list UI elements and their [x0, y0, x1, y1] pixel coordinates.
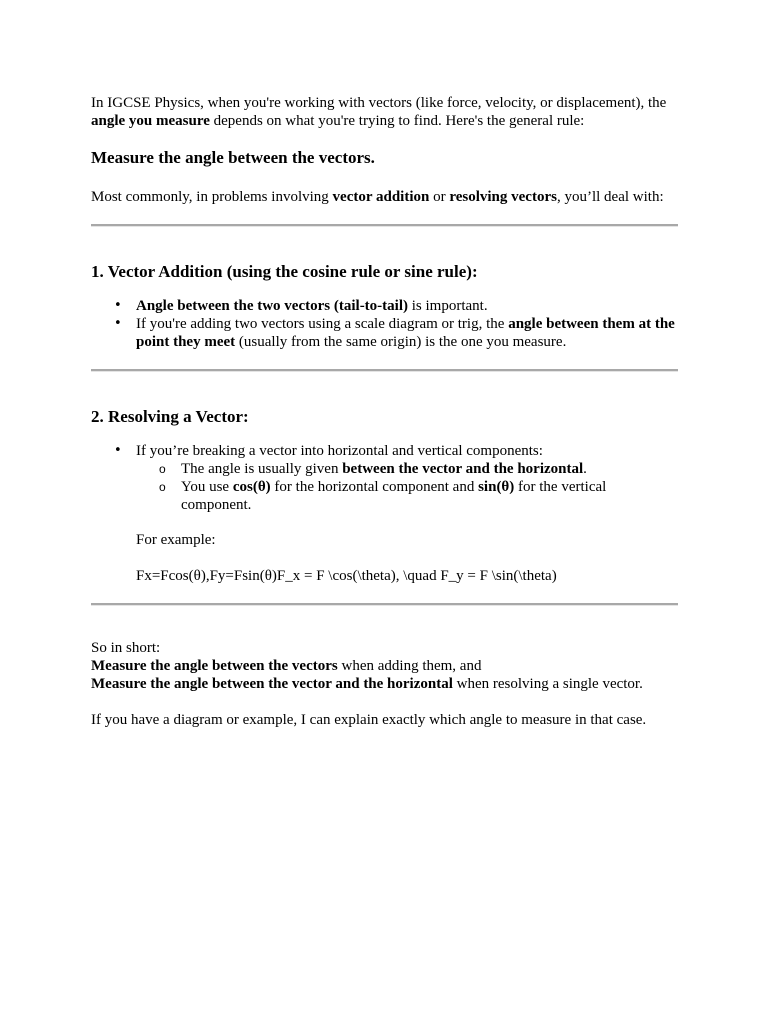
bullet-bold: angle between them at the point they meet: [136, 316, 675, 350]
list-item: [136, 297, 678, 315]
common-paragraph: [91, 188, 678, 206]
section-2-sublist: [136, 460, 678, 514]
sub-item-text: for the vertical component.: [181, 479, 607, 513]
sub-item-text: The angle is usually given: [181, 461, 343, 477]
summary-bold-2: Measure the angle between the vector and the horizontal: [91, 676, 453, 692]
summary-intro: So in short:: [91, 640, 161, 656]
sub-item-bold-sin: sin(θ): [478, 479, 515, 495]
intro-text-1: In IGCSE Physics, when you're working with vectors (like force, velocity, or displacement), the: [91, 95, 667, 111]
lead-heading: Measure the angle between the vectors.: [91, 148, 375, 167]
closing-offer: If you have a diagram or example, I can explain exactly which angle to measure in that case.: [91, 712, 647, 728]
common-text-2: or: [429, 189, 450, 205]
common-text-1: Most commonly, in problems involving: [91, 189, 333, 205]
sub-item-text: You use: [181, 479, 233, 495]
summary-bold-1: Measure the angle between the vectors: [91, 658, 338, 674]
bullet-text: (usually from the same origin) is the one you measure.: [235, 334, 567, 350]
list-item: [136, 315, 678, 351]
common-bold-vector-addition: vector addition: [332, 189, 430, 205]
sub-item-text: for the horizontal component and: [270, 479, 479, 495]
formula-line: Fx=Fcos(θ),Fy=Fsin(θ)F_x = F \cos(\theta), \quad F_y = F \sin(\theta): [136, 568, 557, 584]
intro-paragraph: [91, 94, 678, 130]
sub-list-item: [181, 460, 678, 478]
bullet-text: is important.: [408, 298, 488, 314]
common-text-3: , you’ll deal with:: [556, 189, 664, 205]
sub-item-text: .: [583, 461, 587, 477]
bullet-text: If you're adding two vectors using a scale diagram or trig, the: [136, 316, 509, 332]
sub-list-item: [181, 478, 678, 514]
sub-item-bold: between the vector and the horizontal: [342, 461, 584, 477]
summary-text-1: when adding them, and: [337, 658, 482, 674]
horizontal-rule-3: [91, 603, 678, 606]
list-item: [136, 442, 678, 514]
intro-bold-angle: angle you measure: [91, 113, 210, 129]
section-2-list: [91, 442, 678, 514]
bullet-text: If you’re breaking a vector into horizontal and vertical components:: [136, 443, 543, 459]
intro-text-2: depends on what you're trying to find. Here's the general rule:: [209, 113, 585, 129]
horizontal-rule-1: [91, 224, 678, 227]
summary-text-2: when resolving a single vector.: [452, 676, 643, 692]
bullet-bold: Angle between the two vectors (tail-to-tail): [136, 298, 408, 314]
section-2-heading: 2. Resolving a Vector:: [91, 407, 249, 426]
section-1-heading: 1. Vector Addition (using the cosine rule or sine rule):: [91, 262, 478, 281]
horizontal-rule-2: [91, 369, 678, 372]
section-1-list: [91, 297, 678, 351]
document-body: [91, 94, 678, 729]
summary-paragraph: [91, 639, 678, 693]
example-label: For example:: [136, 532, 216, 548]
sub-item-bold-cos: cos(θ): [232, 479, 271, 495]
common-bold-resolving-vectors: resolving vectors: [449, 189, 557, 205]
